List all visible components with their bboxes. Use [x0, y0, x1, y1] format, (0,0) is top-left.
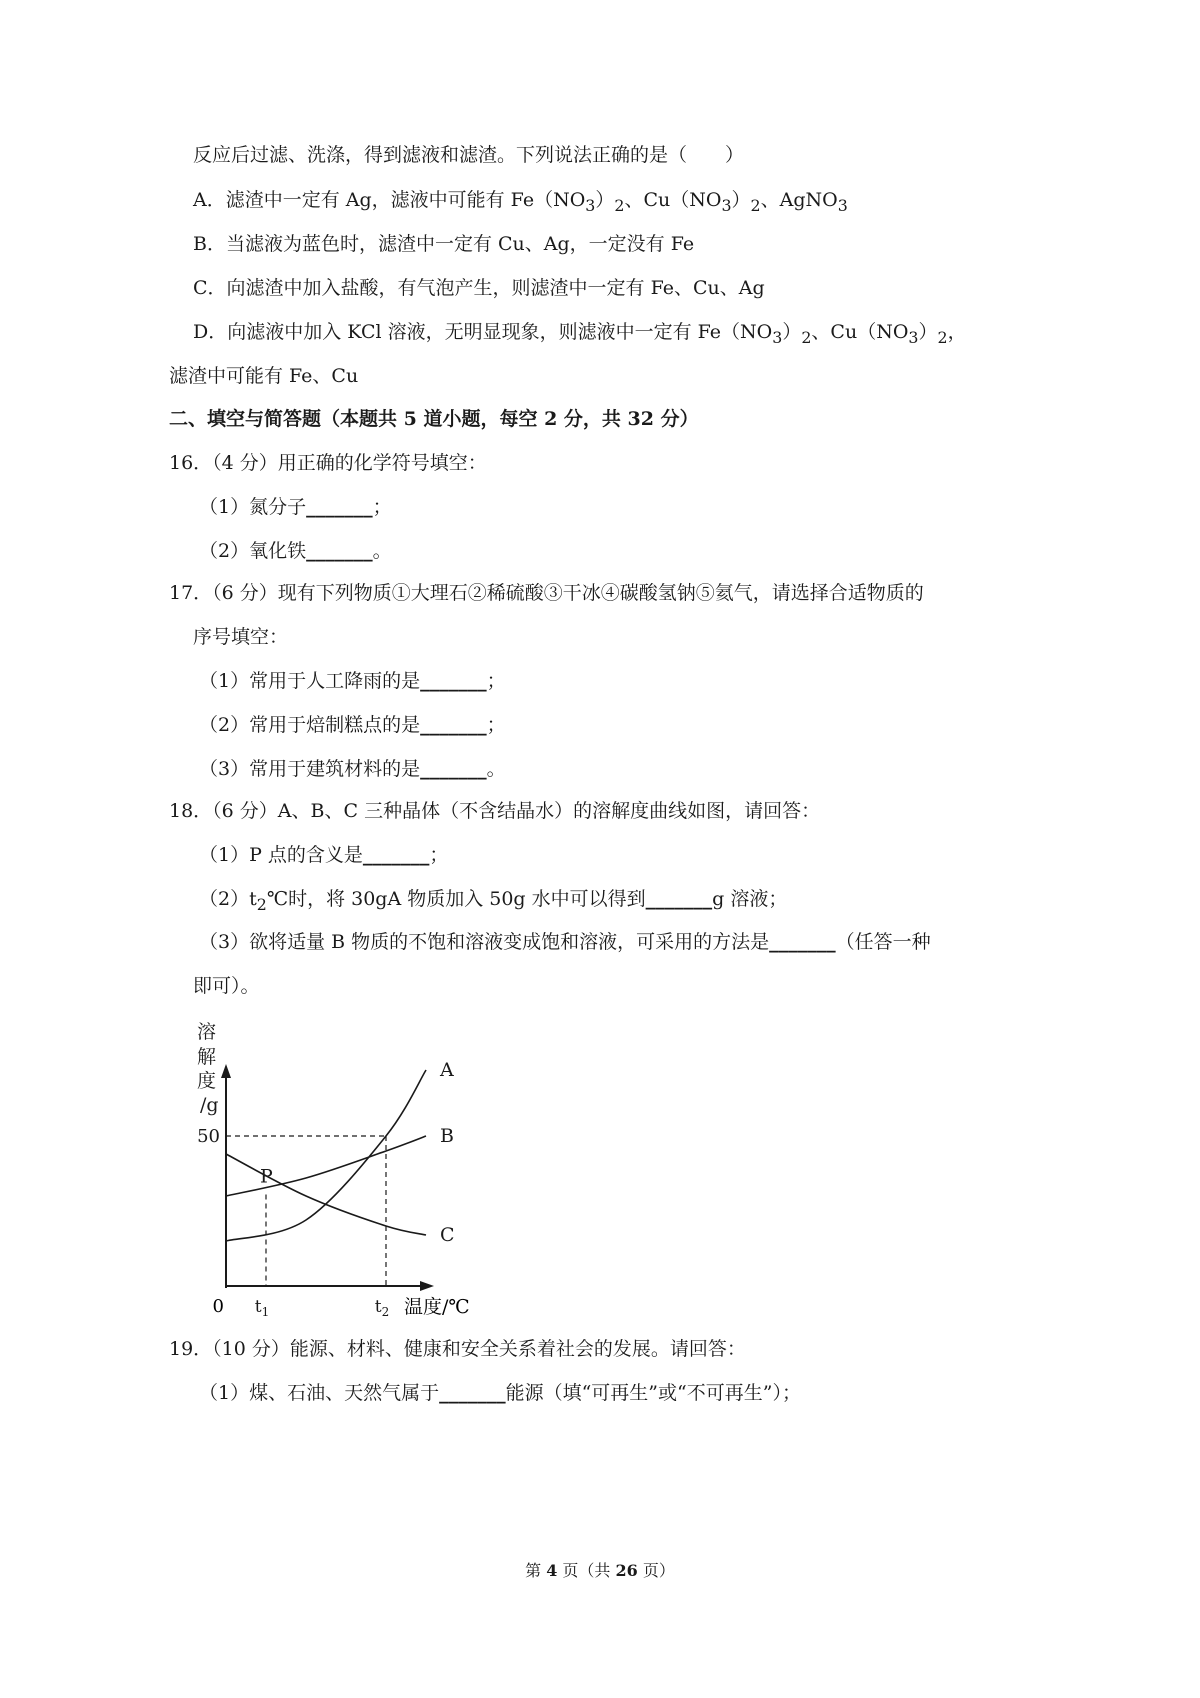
series-line-a — [226, 1070, 426, 1241]
text: 、AgNO — [760, 189, 838, 211]
text: 。 — [486, 758, 506, 780]
text: ） — [595, 189, 615, 211]
series-line-b — [226, 1136, 426, 1196]
y-axis-arrow — [221, 1064, 231, 1078]
answer-blank[interactable]: _______ — [306, 540, 373, 562]
text: （1）P 点的含义是 — [199, 844, 363, 866]
text: （3）欲将适量 B 物质的不饱和溶液变成饱和溶液，可采用的方法是 — [199, 931, 770, 953]
text: 页（共 — [557, 1561, 616, 1580]
text: 页） — [637, 1561, 675, 1580]
option-stem-line: 反应后过滤、洗涤，得到滤液和滤渣。下列说法正确的是（ ） — [193, 144, 745, 166]
y-axis-label — [197, 1021, 219, 1116]
answer-blank[interactable]: _______ — [439, 1382, 506, 1404]
question-16-2 — [199, 538, 392, 564]
solubility-chart — [180, 1010, 480, 1320]
page-number: 4 — [546, 1561, 558, 1580]
text: ； — [429, 844, 449, 866]
answer-blank[interactable]: _______ — [306, 496, 373, 518]
y-axis-label-char: 度 — [197, 1070, 217, 1092]
question-18-3-continued: 即可）。 — [193, 975, 260, 997]
text: g 溶液； — [712, 888, 788, 910]
option-d — [193, 319, 967, 351]
option-d-continued: 滤渣中可能有 Fe、Cu — [169, 365, 359, 387]
text: （1）氮分子 — [199, 496, 307, 518]
text: 第 — [525, 1561, 547, 1580]
text: 、Cu（NO — [624, 189, 722, 211]
text: （1）煤、石油、天然气属于 — [199, 1382, 440, 1404]
sub: 2 — [256, 894, 267, 914]
x-tick-label: $t_1$ — [254, 1297, 270, 1319]
text: A．滤渣中一定有 Ag，滤液中可能有 Fe（NO — [193, 189, 586, 211]
option-c: C．向滤渣中加入盐酸，有气泡产生，则滤渣中一定有 Fe、Cu、Ag — [193, 277, 765, 299]
sub: 2 — [750, 195, 761, 215]
option-b: B．当滤液为蓝色时，滤渣中一定有 Cu、Ag，一定没有 Fe — [193, 233, 695, 255]
answer-blank[interactable]: _______ — [420, 670, 487, 692]
sub: 3 — [772, 327, 783, 347]
question-17-3 — [199, 756, 506, 782]
text: （2）氧化铁 — [199, 540, 307, 562]
question-16: 16．（4 分）用正确的化学符号填空： — [169, 452, 487, 474]
page-footer — [0, 1558, 1200, 1581]
question-18: 18．（6 分）A、B、C 三种晶体（不含结晶水）的溶解度曲线如图，请回答： — [169, 800, 821, 822]
text: 、Cu（NO — [811, 321, 909, 343]
text: （任答一种 — [835, 931, 931, 953]
question-18-1 — [199, 842, 448, 868]
text: （2）t — [199, 888, 257, 910]
y-axis-label-unit: /g — [200, 1094, 219, 1116]
sub: 2 — [614, 195, 625, 215]
question-17-continued: 序号填空： — [193, 626, 289, 648]
text: ） — [782, 321, 802, 343]
text: ℃时，将 30gA 物质加入 50g 水中可以得到 — [266, 888, 646, 910]
answer-blank[interactable]: _______ — [362, 844, 430, 866]
question-17-1 — [199, 668, 506, 694]
text: ， — [947, 321, 967, 343]
point-p-label: P — [260, 1165, 273, 1188]
y-axis-label-char: 溶 — [197, 1021, 217, 1043]
answer-blank[interactable]: _______ — [420, 758, 487, 780]
text: ； — [486, 714, 506, 736]
origin-label: 0 — [212, 1296, 224, 1317]
question-18-2 — [199, 886, 787, 918]
sub: 3 — [721, 195, 732, 215]
question-16-1 — [199, 494, 392, 520]
text: ； — [486, 670, 506, 692]
text: ） — [918, 321, 938, 343]
series-label-c: C — [440, 1224, 455, 1246]
sub: 3 — [837, 195, 848, 215]
answer-blank[interactable]: _______ — [420, 714, 487, 736]
y-tick-label: 50 — [197, 1126, 220, 1147]
text: （1）常用于人工降雨的是 — [199, 670, 421, 692]
x-axis-arrow — [420, 1281, 434, 1291]
text: ） — [731, 189, 751, 211]
section-heading: 二、填空与简答题（本题共 5 道小题，每空 2 分，共 32 分） — [169, 408, 699, 430]
text: ； — [372, 496, 392, 518]
sub: 3 — [908, 327, 919, 347]
option-a — [193, 187, 848, 219]
text: D．向滤液中加入 KCl 溶液，无明显现象，则滤液中一定有 Fe（NO — [193, 321, 773, 343]
question-19-1 — [199, 1380, 801, 1406]
x-tick-label: $t_2$ — [374, 1297, 390, 1319]
question-18-3 — [199, 929, 931, 955]
question-19: 19．（10 分）能源、材料、健康和安全关系着社会的发展。请回答： — [169, 1338, 746, 1360]
series-label-b: B — [440, 1125, 454, 1147]
total-pages: 26 — [615, 1561, 638, 1580]
answer-blank[interactable]: _______ — [769, 931, 836, 953]
text: 能源（填“可再生”或“不可再生”）； — [505, 1382, 801, 1404]
text: 。 — [372, 540, 392, 562]
series-label-a: A — [440, 1059, 454, 1081]
sub: 3 — [585, 195, 596, 215]
sub: 2 — [801, 327, 812, 347]
series-line-c — [226, 1154, 426, 1235]
question-17: 17．（6 分）现有下列物质①大理石②稀硫酸③干冰④碳酸氢钠⑤氦气，请选择合适物质的 — [169, 582, 924, 604]
x-axis-label: 温度/℃ — [404, 1296, 470, 1318]
y-axis-label-char: 解 — [197, 1046, 217, 1068]
sub: 2 — [937, 327, 948, 347]
text: （3）常用于建筑材料的是 — [199, 758, 421, 780]
text: （2）常用于焙制糕点的是 — [199, 714, 421, 736]
question-17-2 — [199, 712, 506, 738]
answer-blank[interactable]: _______ — [645, 888, 713, 910]
